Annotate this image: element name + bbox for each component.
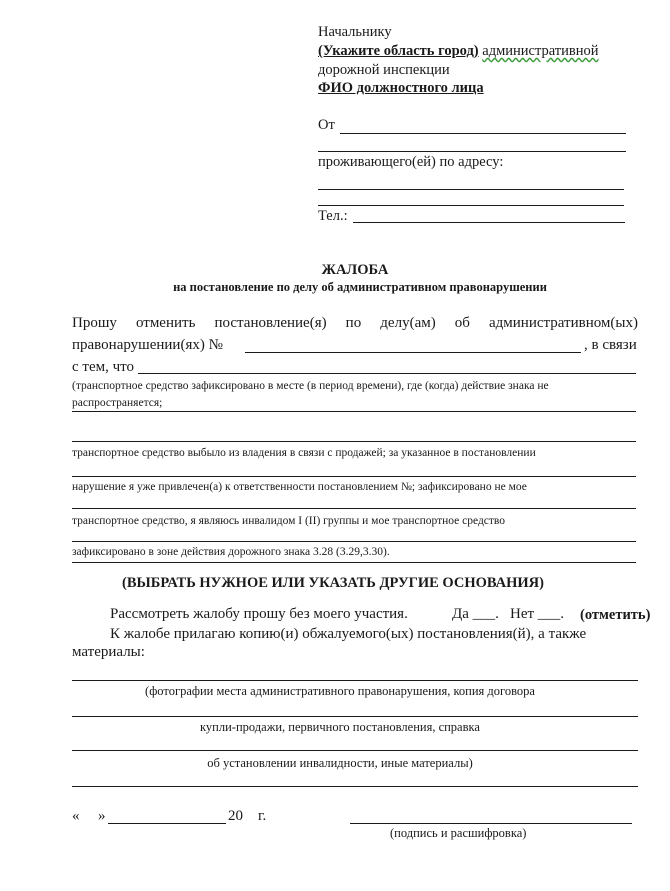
reason-text-6: зафиксировано в зоне действия дорожного знака 3.28 (3.29,3.30). <box>72 546 390 558</box>
materials-line-3[interactable] <box>72 750 638 751</box>
no-option[interactable]: Нет ___. <box>510 606 565 622</box>
address-label: проживающего(ей) по адресу: <box>318 154 504 170</box>
from-field[interactable] <box>340 133 626 134</box>
inspection-label: дорожной инспекции <box>318 62 450 78</box>
request-line-3: с тем, что <box>72 359 135 375</box>
attach-line-1: К жалобе прилагаю копию(и) обжалуемого(ых) постановления(й), а также <box>110 626 587 642</box>
region-placeholder[interactable]: (Укажите область город) <box>318 43 479 59</box>
request-line-2-prefix: правонарушении(ях) № <box>72 337 223 353</box>
date-close-quote: » <box>98 808 106 824</box>
reason-line-4[interactable] <box>72 508 636 509</box>
reason-line-5[interactable] <box>72 541 636 542</box>
administrative-word: административной <box>482 43 599 59</box>
materials-text-1: (фотографии места административного правонарушения, копия договора <box>145 684 535 698</box>
reason-line-3[interactable] <box>72 476 636 477</box>
signature-field[interactable] <box>350 823 632 824</box>
reason-field[interactable] <box>138 373 636 374</box>
mark-label: (отметить) <box>580 607 651 623</box>
materials-text-2: купли-продажи, первичного постановления, справка <box>200 720 480 734</box>
address-field-1[interactable] <box>318 189 624 190</box>
reason-text-3: транспортное средство выбыло из владения в связи с продажей; за указанное в постановлении <box>72 447 536 459</box>
year-suffix: г. <box>258 808 267 824</box>
year-prefix: 20 <box>228 808 243 824</box>
document-title: ЖАЛОБА <box>321 262 389 278</box>
request-line-2-suffix: , в связи <box>584 337 637 353</box>
reason-line-6[interactable] <box>72 562 636 563</box>
review-text: Рассмотреть жалобу прошу без моего участия. <box>110 606 408 622</box>
reason-line-2[interactable] <box>72 441 636 442</box>
official-name-placeholder[interactable]: ФИО должностного лица <box>318 80 484 96</box>
from-label: От <box>318 117 335 133</box>
reason-text-4: нарушение я уже привлечен(а) к ответственности постановлением №; зафиксировано не мое <box>72 481 527 493</box>
reason-text-2: распространяется; <box>72 397 163 409</box>
addressee-region-line <box>318 43 599 60</box>
signature-caption: (подпись и расшифровка) <box>390 826 527 840</box>
choose-note: (ВЫБРАТЬ НУЖНОЕ ИЛИ УКАЗАТЬ ДРУГИЕ ОСНОВАНИЯ) <box>122 575 544 591</box>
from-field-line-2[interactable] <box>318 151 626 152</box>
yes-option[interactable]: Да ___. <box>452 606 499 622</box>
request-line-1: Прошу отменить постановление(я) по делу(ам) об административном(ых) <box>72 315 638 331</box>
reason-line-1[interactable] <box>72 411 636 412</box>
date-field[interactable] <box>108 823 226 824</box>
materials-line-4[interactable] <box>72 786 638 787</box>
date-open-quote: « <box>72 808 80 824</box>
reason-text-5: транспортное средство, я являюсь инвалидом I (II) группы и мое транспортное средство <box>72 515 506 527</box>
phone-label: Тел.: <box>318 208 348 224</box>
address-field-2[interactable] <box>318 205 624 206</box>
attach-line-2: материалы: <box>72 644 145 660</box>
case-number-field[interactable] <box>245 352 581 353</box>
materials-text-3: об установлении инвалидности, иные материалы) <box>207 756 473 770</box>
materials-line-1[interactable] <box>72 680 638 681</box>
reason-text-1: (транспортное средство зафиксировано в месте (в период времени), где (когда) действие знака не <box>72 380 549 392</box>
phone-field[interactable] <box>353 222 625 223</box>
materials-line-2[interactable] <box>72 716 638 717</box>
addressee-label: Начальнику <box>318 24 392 40</box>
document-subtitle: на постановление по делу об административном правонарушении <box>173 280 547 294</box>
